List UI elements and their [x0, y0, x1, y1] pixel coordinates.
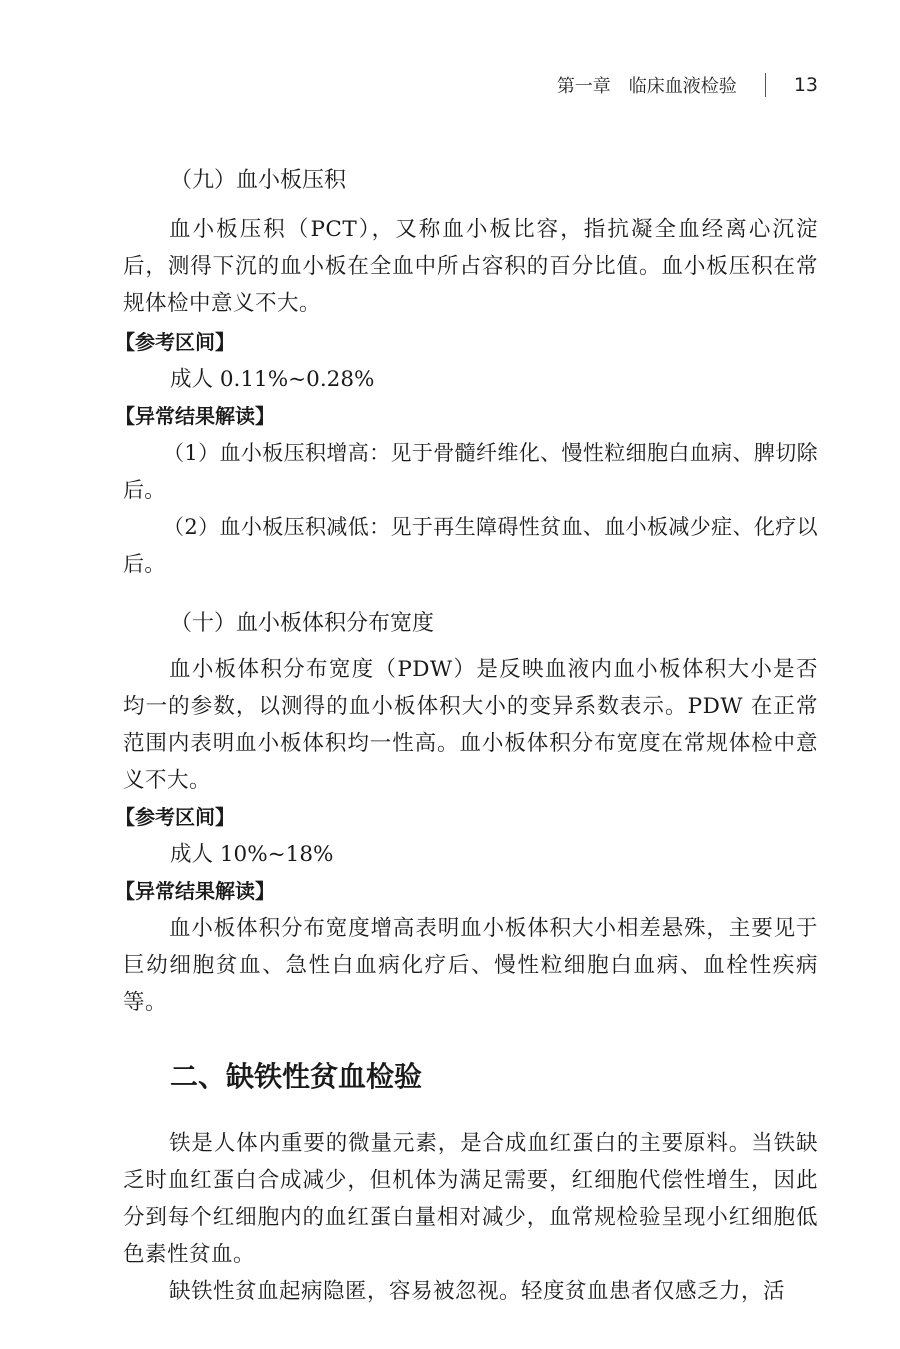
section-10-reference-value: 成人 10%~18% [170, 842, 334, 867]
running-header [557, 72, 818, 98]
section-10-abnormal-label: 【异常结果解读】 [115, 879, 275, 903]
section-10-paragraph: 血小板体积分布宽度（PDW）是反映血液内血小板体积大小是否均一的参数，以测得的血小板体积大小的变异系数表示。PDW 在正常范围内表明血小板体积均一性高。血小板体积分布宽度在常规体检中意义不大。 [123, 657, 818, 793]
section-9-paragraph: 血小板压积（PCT），又称血小板比容，指抗凝全血经离心沉淀后，测得下沉的血小板在全血中所占容积的百分比值。血小板压积在常规体检中意义不大。 [123, 217, 818, 316]
header-divider [765, 73, 766, 97]
section-10-reference-label: 【参考区间】 [115, 805, 235, 829]
page-body [115, 162, 818, 1310]
section-9-reference-value: 成人 0.11%~0.28% [170, 367, 375, 392]
section-9-item-2: （2）血小板压积减低：见于再生障碍性贫血、血小板减少症、化疗以后。 [123, 515, 818, 576]
section-2-paragraph-1: 铁是人体内重要的微量元素，是合成血红蛋白的主要原料。当铁缺乏时血红蛋白合成减少，但机体为满足需要，红细胞代偿性增生，因此分到每个红细胞内的血红蛋白量相对减少，血常规检验呈现小红细胞低色素性贫血。 [123, 1131, 818, 1267]
section-9-abnormal-label: 【异常结果解读】 [115, 404, 275, 428]
section-9-item-1: （1）血小板压积增高：见于骨髓纤维化、慢性粒细胞白血病、脾切除后。 [123, 441, 818, 502]
section-10-abnormal-text: 血小板体积分布宽度增高表明血小板体积大小相差悬殊，主要见于巨幼细胞贫血、急性白血病化疗后、慢性粒细胞白血病、血栓性疾病等。 [123, 916, 818, 1015]
section-9-heading: （九）血小板压积 [170, 168, 347, 193]
section-10-heading: （十）血小板体积分布宽度 [170, 611, 435, 636]
section-9-reference-label: 【参考区间】 [115, 330, 235, 354]
section-2-heading: 二、缺铁性贫血检验 [170, 1060, 423, 1093]
chapter-title: 第一章 临床血液检验 [556, 76, 737, 97]
page-number: 13 [793, 74, 818, 96]
section-2-paragraph-2: 缺铁性贫血起病隐匿，容易被忽视。轻度贫血患者仅感乏力，活 [169, 1279, 786, 1304]
